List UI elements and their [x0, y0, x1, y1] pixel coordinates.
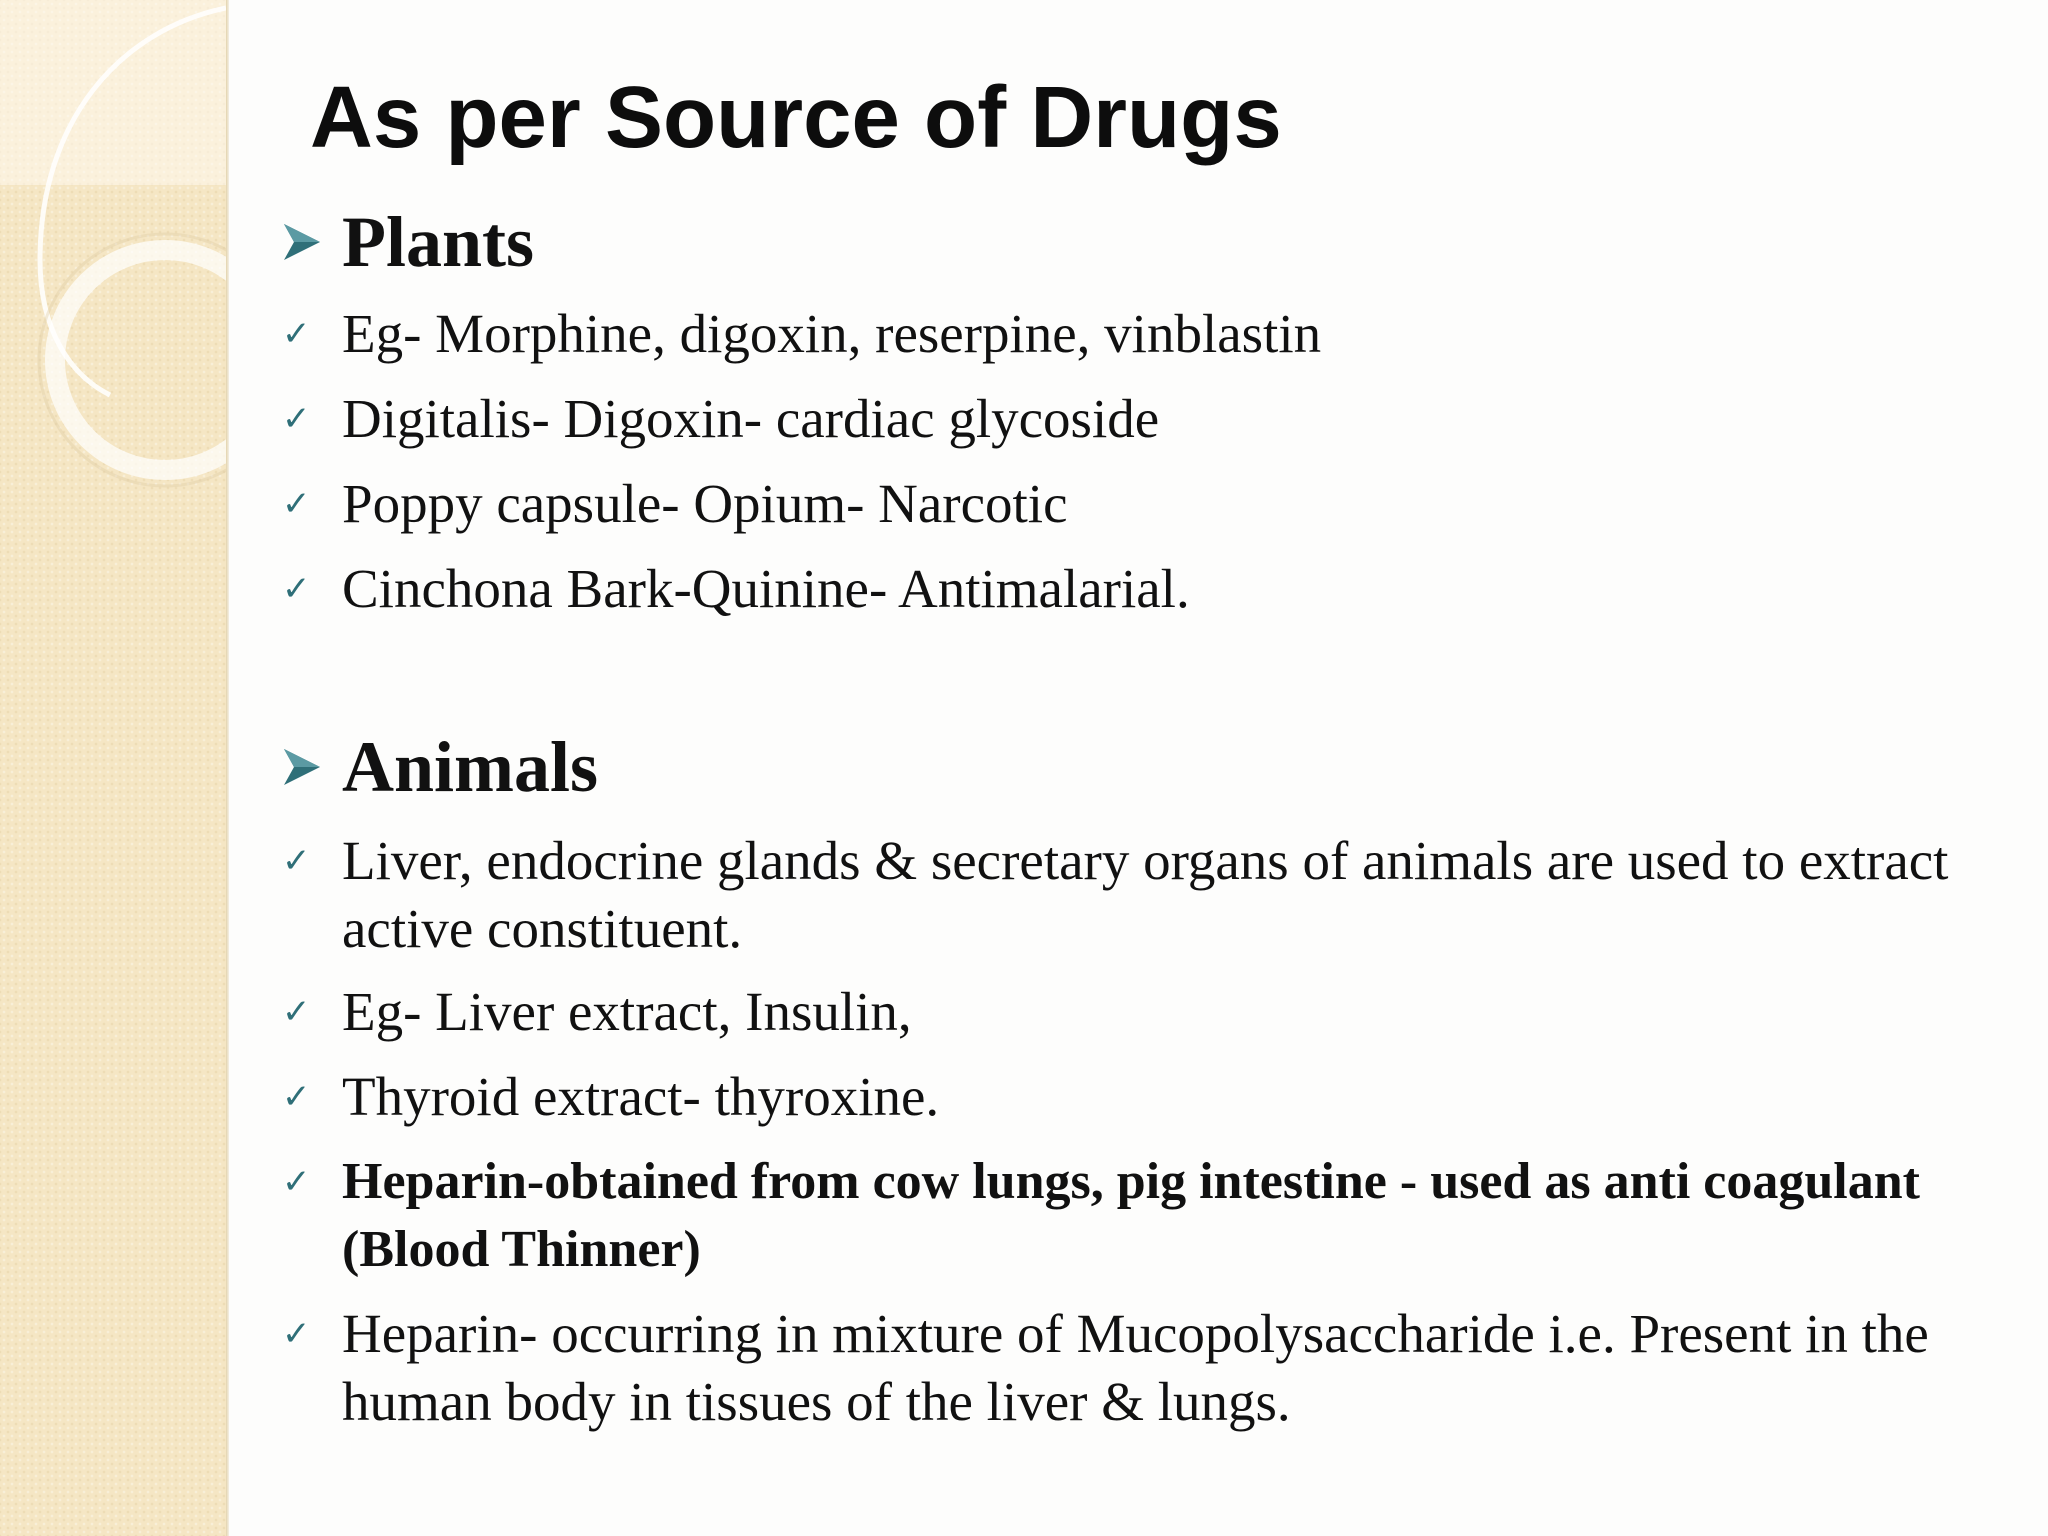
list-item [280, 470, 2000, 538]
list-item-text: Cinchona Bark-Quinine- Antimalarial. [342, 558, 1190, 619]
list-item [280, 385, 2000, 453]
check-icon: ✓ [282, 841, 311, 881]
list-item [280, 978, 2000, 1046]
section-heading-plants [280, 202, 534, 282]
check-icon: ✓ [282, 992, 311, 1032]
check-icon: ✓ [282, 484, 311, 524]
list-item [280, 300, 2000, 368]
check-icon: ✓ [282, 314, 311, 354]
section-heading-animals [280, 727, 598, 807]
slide-title: As per Source of Drugs [310, 69, 1282, 166]
decorative-rings [0, 0, 226, 520]
list-item-text: Thyroid extract- thyroxine. [342, 1066, 940, 1127]
list-item-text: Poppy capsule- Opium- Narcotic [342, 473, 1068, 534]
list-item [280, 1148, 2000, 1284]
arrow-icon [280, 220, 328, 264]
section-heading-label: Plants [342, 202, 535, 282]
list-item [280, 827, 2000, 963]
check-icon: ✓ [282, 569, 311, 609]
list-item-text-bold: Heparin-obtained from cow lungs, pig intestine - used as anti coagulant (Blood Thinner) [342, 1153, 1920, 1278]
list-item-text: Liver, endocrine glands & secretary organs of animals are used to extract active constituent. [342, 830, 1949, 959]
list-item-text: Digitalis- Digoxin- cardiac glycoside [342, 388, 1160, 449]
check-icon: ✓ [282, 399, 311, 439]
list-item-text: Heparin- occurring in mixture of Mucopolysaccharide i.e. Present in the human body in tissues of the liver & lungs. [342, 1303, 1929, 1432]
list-item-text: Eg- Morphine, digoxin, reserpine, vinblastin [342, 303, 1322, 364]
section-heading-label: Animals [342, 727, 599, 807]
list-item [280, 555, 2000, 623]
check-icon: ✓ [282, 1314, 311, 1354]
sidebar-edge [226, 0, 229, 1536]
list-item [280, 1063, 2000, 1131]
list-item [280, 1300, 2000, 1436]
arrow-icon [280, 745, 328, 789]
check-icon: ✓ [282, 1162, 311, 1202]
decorative-sidebar [0, 0, 226, 1536]
list-item-text: Eg- Liver extract, Insulin, [342, 981, 912, 1042]
check-icon: ✓ [282, 1077, 311, 1117]
